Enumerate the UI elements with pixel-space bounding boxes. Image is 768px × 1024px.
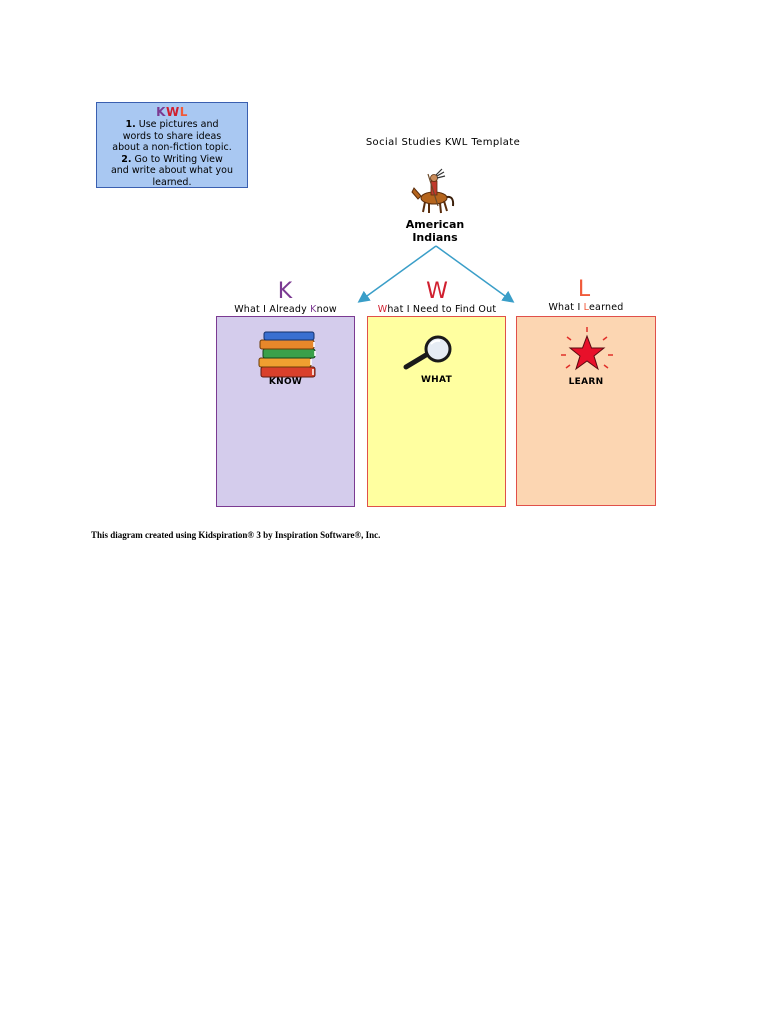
subtitle-w: What I Need to Find Out — [377, 304, 497, 315]
column-what[interactable] — [367, 316, 506, 507]
instruction-step-1: 1. Use pictures and words to share ideas about a non-fiction topic. — [112, 119, 232, 153]
template-title: Social Studies KWL Template — [365, 137, 521, 148]
magnifying-glass-icon — [400, 335, 460, 375]
footer-credit: This diagram created using Kidspiration® 3 by Inspiration Software®, Inc. — [91, 530, 381, 540]
column-label-what: WHAT — [420, 375, 453, 385]
topic-label: American Indians — [405, 218, 465, 244]
letter-l: L — [577, 277, 591, 302]
horse-rider-icon — [408, 166, 458, 216]
books-icon — [255, 331, 321, 379]
letter-w: W — [426, 279, 448, 304]
letter-k: K — [277, 279, 293, 304]
star-icon — [557, 325, 617, 375]
column-learn[interactable] — [516, 316, 656, 506]
kwl-heading: KWL — [156, 105, 188, 119]
column-know[interactable] — [216, 316, 355, 507]
column-label-know: KNOW — [268, 377, 303, 387]
column-label-learn: LEARN — [568, 377, 604, 387]
subtitle-k: What I Already Know — [234, 304, 337, 315]
instruction-step-2: 2. Go to Writing View and write about what you learned. — [110, 153, 234, 188]
subtitle-l: What I Learned — [548, 302, 624, 313]
instructions-box — [96, 102, 248, 188]
